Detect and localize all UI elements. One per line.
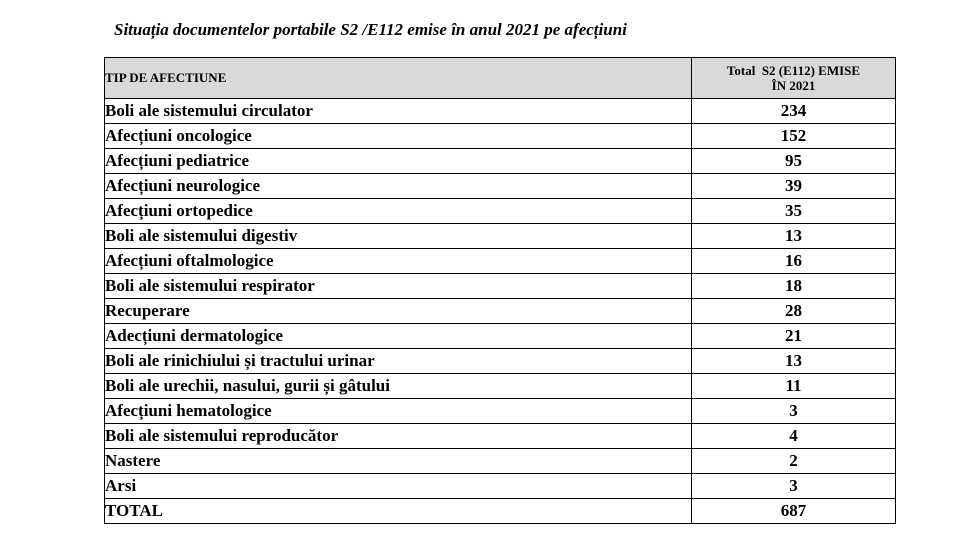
total-value: 687 [692, 499, 896, 524]
table-row [105, 174, 896, 199]
row-value: 16 [692, 249, 896, 274]
table-header-row [105, 58, 896, 99]
row-name: Boli ale sistemului respirator [105, 274, 692, 299]
afectiuni-table [104, 57, 896, 524]
row-name: Recuperare [105, 299, 692, 324]
row-name: Nastere [105, 449, 692, 474]
table-row [105, 324, 896, 349]
row-name: Boli ale urechii, nasului, gurii și gâtului [105, 374, 692, 399]
table-row [105, 149, 896, 174]
row-value: 3 [692, 399, 896, 424]
total-row [105, 499, 896, 524]
row-value: 234 [692, 99, 896, 124]
row-value: 28 [692, 299, 896, 324]
table-row [105, 299, 896, 324]
table-row [105, 249, 896, 274]
row-name: Boli ale sistemului reproducător [105, 424, 692, 449]
row-value: 39 [692, 174, 896, 199]
row-value: 4 [692, 424, 896, 449]
table-row [105, 199, 896, 224]
row-name: Boli ale rinichiului și tractului urinar [105, 349, 692, 374]
table-row [105, 124, 896, 149]
header-total-line1: Total S2 (E112) EMISE [726, 63, 861, 78]
row-name: Arsi [105, 474, 692, 499]
row-value: 35 [692, 199, 896, 224]
row-name: Boli ale sistemului circulator [105, 99, 692, 124]
row-name: Boli ale sistemului digestiv [105, 224, 692, 249]
table-row [105, 374, 896, 399]
table-row [105, 274, 896, 299]
row-value: 21 [692, 324, 896, 349]
row-value: 13 [692, 349, 896, 374]
row-value: 13 [692, 224, 896, 249]
header-tip-afectiune: TIP DE AFECTIUNE [105, 58, 692, 99]
table-row [105, 224, 896, 249]
row-name: Afecțiuni pediatrice [105, 149, 692, 174]
row-value: 18 [692, 274, 896, 299]
table-row [105, 99, 896, 124]
row-value: 152 [692, 124, 896, 149]
row-value: 3 [692, 474, 896, 499]
header-total-line2: ÎN 2021 [771, 78, 816, 93]
row-name: Afecțiuni neurologice [105, 174, 692, 199]
document-title: Situația documentelor portabile S2 /E112 emise în anul 2021 pe afecțiuni [114, 20, 627, 39]
table-row [105, 474, 896, 499]
row-name: Afecțiuni hematologice [105, 399, 692, 424]
table-row [105, 349, 896, 374]
table-row [105, 424, 896, 449]
row-value: 95 [692, 149, 896, 174]
row-value: 11 [692, 374, 896, 399]
table-row [105, 449, 896, 474]
row-value: 2 [692, 449, 896, 474]
row-name: Adecțiuni dermatologice [105, 324, 692, 349]
total-label: TOTAL [105, 499, 692, 524]
header-total-emise [692, 58, 896, 99]
row-name: Afecțiuni oftalmologice [105, 249, 692, 274]
row-name: Afecțiuni ortopedice [105, 199, 692, 224]
table-row [105, 399, 896, 424]
row-name: Afecțiuni oncologice [105, 124, 692, 149]
